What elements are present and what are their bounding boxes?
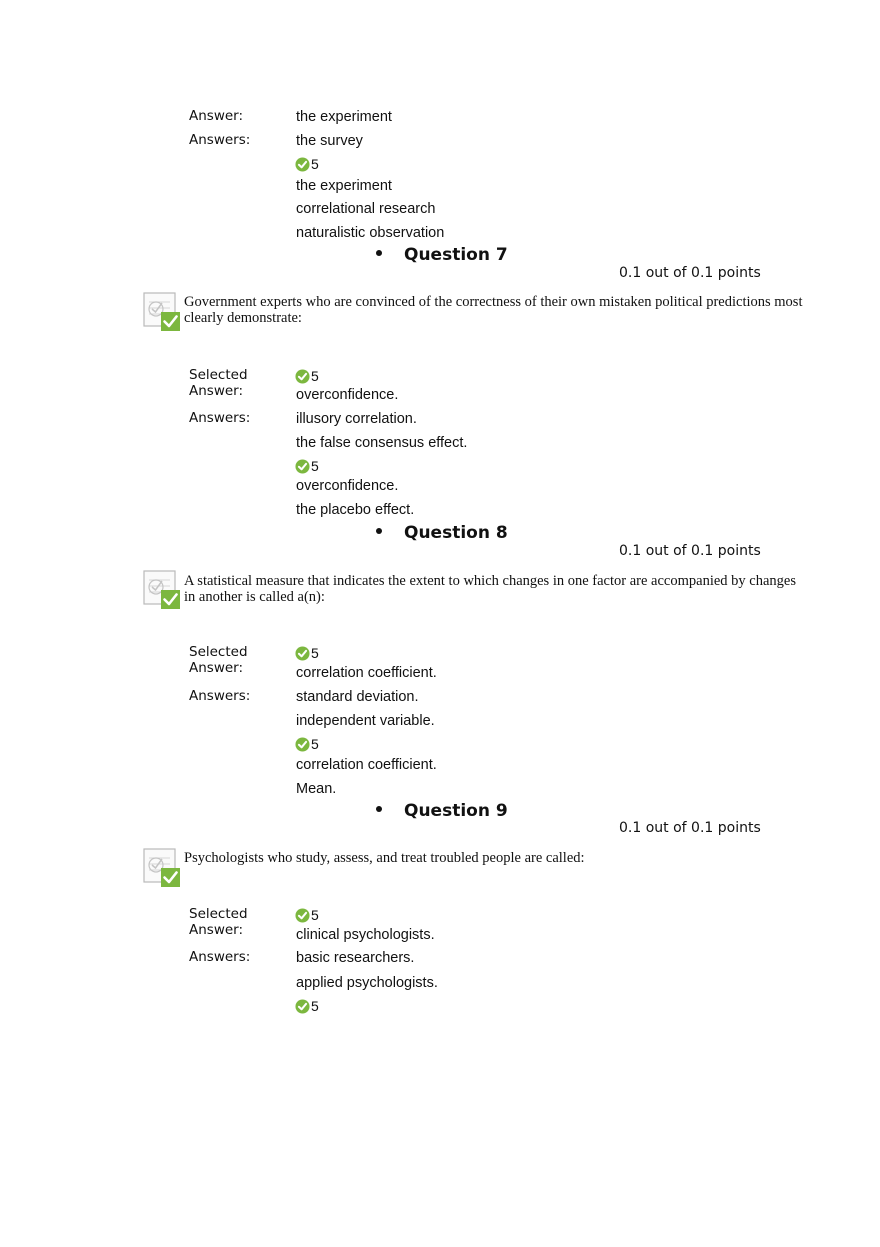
question-title: Question 8 bbox=[376, 523, 508, 543]
question-status-icon bbox=[143, 292, 181, 332]
answers-label: Answers: bbox=[189, 688, 251, 704]
selected-answer-label: Selected Answer: bbox=[189, 906, 248, 938]
choice: standard deviation. bbox=[296, 689, 419, 705]
correct-indicator: 5 bbox=[295, 458, 319, 474]
bullet bbox=[376, 806, 382, 812]
choice: correlation coefficient. bbox=[296, 757, 437, 773]
question-status-icon bbox=[143, 570, 181, 610]
choice: the placebo effect. bbox=[296, 502, 415, 518]
choice: correlational research bbox=[296, 201, 436, 217]
answers-label: Answers: bbox=[189, 949, 251, 965]
question-title: Question 9 bbox=[376, 801, 508, 821]
bullet bbox=[376, 250, 382, 256]
question-text: Government experts who are convinced of the correctness of their own mistaken political predictions most clearly demonstrate: bbox=[184, 294, 803, 326]
question-status-icon bbox=[143, 848, 181, 888]
correct-indicator: 5 bbox=[295, 645, 319, 661]
correct-check-icon bbox=[295, 646, 310, 661]
choice: applied psychologists. bbox=[296, 975, 438, 991]
correct-check-icon bbox=[295, 737, 310, 752]
choice: illusory correlation. bbox=[296, 411, 417, 427]
correct-check-icon bbox=[295, 369, 310, 384]
question-points: 0.1 out of 0.1 points bbox=[619, 265, 761, 281]
correct-indicator: 5 bbox=[295, 368, 319, 384]
choice: the survey bbox=[296, 133, 363, 149]
answers-label: Answers: bbox=[189, 132, 251, 148]
choice: the false consensus effect. bbox=[296, 435, 468, 451]
question-points: 0.1 out of 0.1 points bbox=[619, 543, 761, 559]
selected-answer-value: clinical psychologists. bbox=[296, 927, 435, 943]
correct-indicator: 5 bbox=[295, 907, 319, 923]
answers-label: Answers: bbox=[189, 410, 251, 426]
question-points: 0.1 out of 0.1 points bbox=[619, 820, 761, 836]
choice: naturalistic observation bbox=[296, 225, 445, 241]
answer-label: Answer: bbox=[189, 108, 244, 124]
choice: overconfidence. bbox=[296, 478, 399, 494]
choice: Mean. bbox=[296, 781, 337, 797]
correct-indicator: 5 bbox=[295, 736, 319, 752]
correct-check-icon bbox=[295, 157, 310, 172]
question-text: Psychologists who study, assess, and treat troubled people are called: bbox=[184, 850, 585, 866]
question-text: A statistical measure that indicates the extent to which changes in one factor are accompanied by changes in another is called a(n): bbox=[184, 573, 796, 605]
bullet bbox=[376, 528, 382, 534]
correct-check-icon bbox=[295, 908, 310, 923]
choice: the experiment bbox=[296, 178, 392, 194]
choice: independent variable. bbox=[296, 713, 435, 729]
correct-check-icon bbox=[295, 459, 310, 474]
selected-answer-value: overconfidence. bbox=[296, 387, 399, 403]
selected-answer-value: correlation coefficient. bbox=[296, 665, 437, 681]
choice: basic researchers. bbox=[296, 950, 415, 966]
correct-indicator: 5 bbox=[295, 998, 319, 1014]
question-title: Question 7 bbox=[376, 245, 508, 265]
correct-indicator: 5 bbox=[295, 156, 319, 172]
answer-value: the experiment bbox=[296, 109, 392, 125]
correct-check-icon bbox=[295, 999, 310, 1014]
selected-answer-label: Selected Answer: bbox=[189, 644, 248, 676]
selected-answer-label: Selected Answer: bbox=[189, 367, 248, 399]
